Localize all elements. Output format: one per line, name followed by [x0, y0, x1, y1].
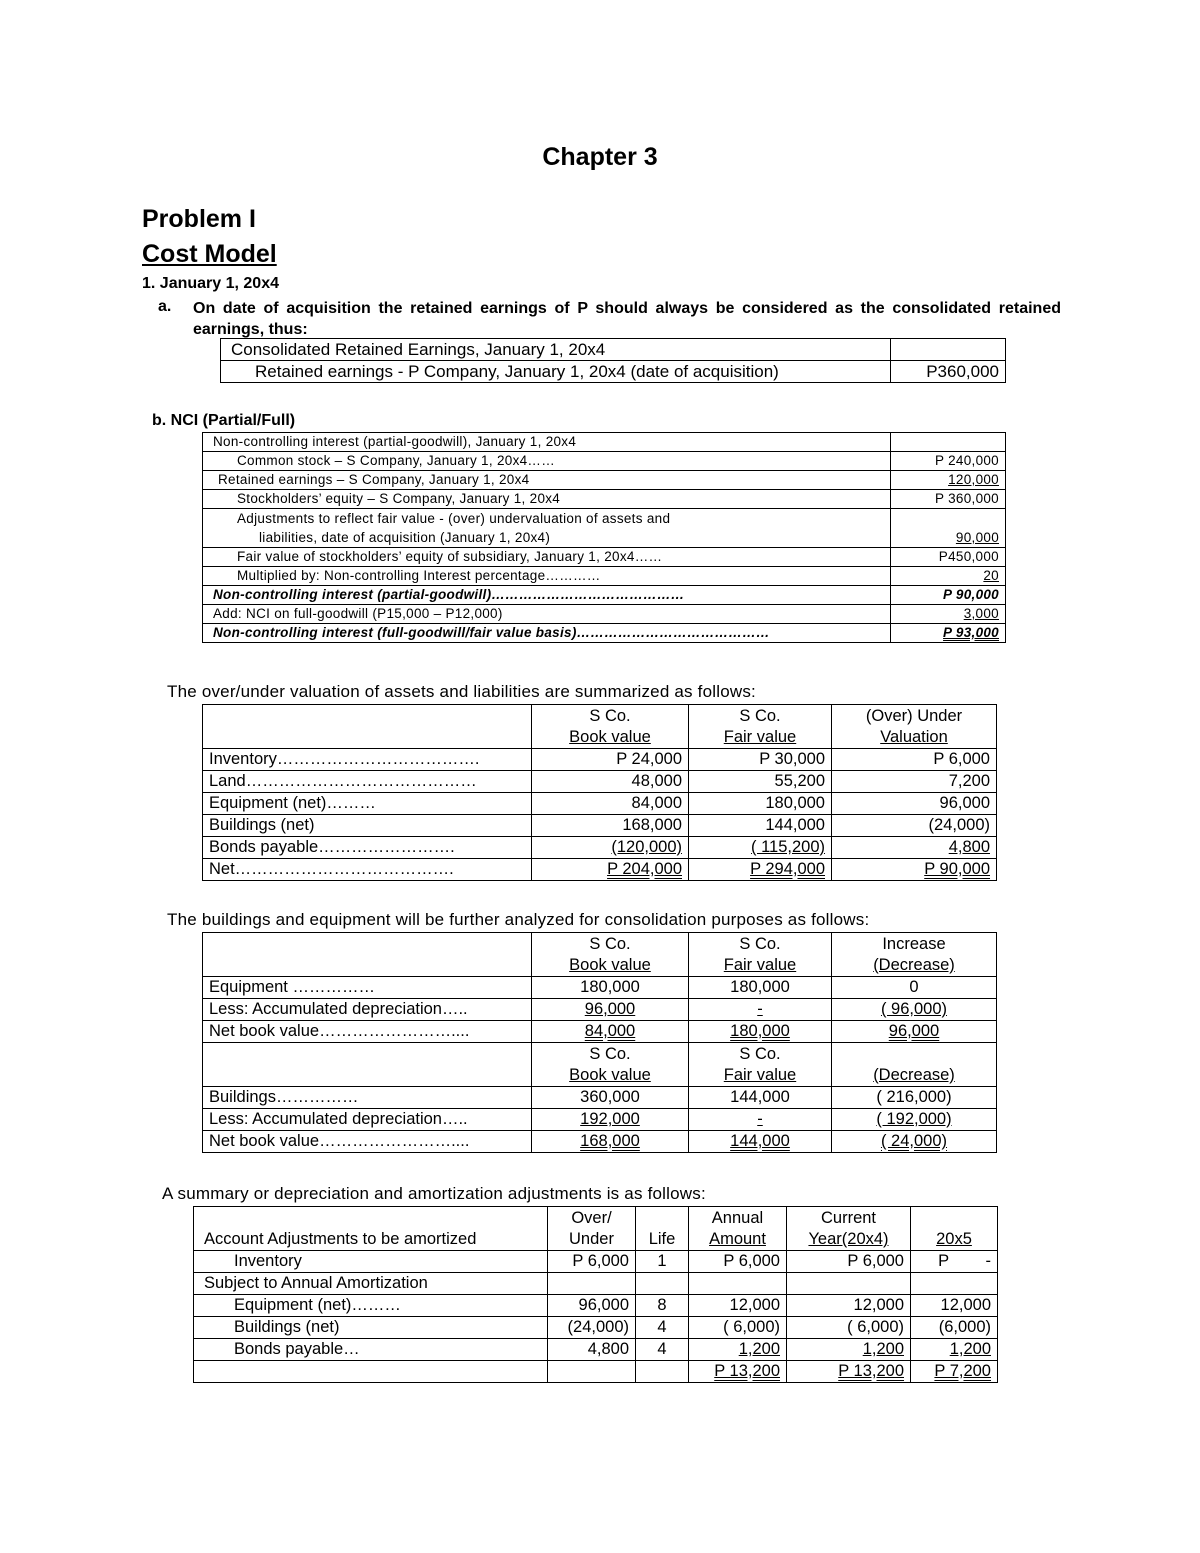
header-line-2: Book value: [569, 728, 651, 746]
row-label: Non-controlling interest (partial-goodwill), January 1, 20x4: [203, 433, 891, 452]
table-row: [203, 977, 997, 999]
row-value: P 240,000: [891, 452, 1006, 471]
increase-decrease: ( 96,000): [832, 999, 997, 1021]
header-line-1: Over/: [571, 1209, 612, 1227]
table-row: [203, 749, 997, 771]
row-label: [194, 1361, 548, 1383]
row-value: 20: [891, 567, 1006, 586]
fair-value: 180,000: [689, 793, 832, 815]
book-value: 48,000: [532, 771, 689, 793]
row-label: Non-controlling interest (full-goodwill/fair value basis)……………………………………: [203, 624, 891, 643]
over-under: [548, 1273, 636, 1295]
row-label: Land……………………………………: [203, 771, 532, 793]
valuation-intro: The over/under valuation of assets and liabilities are summarized as follows:: [167, 682, 756, 701]
year-20x5: [911, 1273, 998, 1295]
header-diff: [832, 1043, 997, 1087]
fair-value: 144,000: [689, 815, 832, 837]
row-label: Net………………………………….: [203, 859, 532, 881]
header-line-1: S Co.: [739, 707, 781, 725]
row-label: Fair value of stockholders’ equity of subsidiary, January 1, 20x4……: [203, 548, 891, 567]
header-line-2: Fair value: [723, 1066, 797, 1084]
header-blank: [203, 933, 532, 977]
row-label: Consolidated Retained Earnings, January 1, 20x4: [221, 339, 891, 361]
year-20x5: 12,000: [911, 1295, 998, 1317]
valuation-table: [202, 704, 997, 881]
row-value: [891, 339, 1006, 361]
table-row: [203, 1021, 997, 1043]
valuation-diff: 7,200: [832, 771, 997, 793]
year-20x5: P -: [911, 1251, 998, 1273]
increase-decrease: ( 192,000): [832, 1109, 997, 1131]
fair-value: 180,000: [689, 977, 832, 999]
consolidated-retained-earnings-table: [220, 338, 1006, 383]
row-label-line-1: Adjustments to reflect fair value - (over) undervaluation of assets and: [237, 511, 671, 526]
row-label: Bonds payable…: [194, 1339, 548, 1361]
row-value: 3,000: [891, 605, 1006, 624]
book-value: 96,000: [532, 999, 689, 1021]
over-under: (24,000): [548, 1317, 636, 1339]
table-row: [194, 1317, 998, 1339]
table-header-row: [203, 705, 997, 749]
fair-value: 144,000: [689, 1087, 832, 1109]
fair-value: P 294,000: [689, 859, 832, 881]
row-label-line-2: liabilities, date of acquisition (January 1, 20x4): [259, 530, 551, 545]
table-row: [194, 1273, 998, 1295]
book-value: 84,000: [532, 1021, 689, 1043]
table-header-row: [203, 1043, 997, 1087]
table-row: [203, 999, 997, 1021]
header-book: [532, 705, 689, 749]
over-under: P 6,000: [548, 1251, 636, 1273]
table-row: [203, 1087, 997, 1109]
row-label: Net book value……………………....: [203, 1021, 532, 1043]
buildings-equipment-table: [202, 932, 997, 1153]
fair-value: 144,000: [689, 1131, 832, 1153]
header-blank: [203, 705, 532, 749]
row-label: Net book value……………………....: [203, 1131, 532, 1153]
row-label: Buildings (net): [203, 815, 532, 837]
book-value: 360,000: [532, 1087, 689, 1109]
table-row: [194, 1339, 998, 1361]
row-label: Bonds payable…………………….: [203, 837, 532, 859]
nci-table: [202, 432, 1006, 643]
header-book: [532, 933, 689, 977]
header-over-under: [548, 1207, 636, 1251]
fair-value: -: [689, 1109, 832, 1131]
table-row: [203, 624, 1006, 643]
header-line-1: S Co.: [589, 707, 631, 725]
life: 4: [636, 1339, 689, 1361]
problem-title: Problem I: [142, 205, 256, 233]
table-row: [221, 361, 1006, 383]
row-value: P 360,000: [891, 490, 1006, 509]
model-title: Cost Model: [142, 240, 277, 268]
fair-value: P 30,000: [689, 749, 832, 771]
over-under: 96,000: [548, 1295, 636, 1317]
row-value: P360,000: [891, 361, 1006, 383]
header-current: [787, 1207, 911, 1251]
book-value: P 204,000: [532, 859, 689, 881]
amortization-intro: A summary or depreciation and amortization adjustments is as follows:: [162, 1184, 706, 1203]
table-row: [221, 339, 1006, 361]
header-line-2: Book value: [569, 956, 651, 974]
header-20x5: 20x5: [911, 1207, 998, 1251]
header-line-1: Current: [820, 1209, 877, 1227]
row-label: Equipment ……………: [203, 977, 532, 999]
row-label: Less: Accumulated depreciation…..: [203, 999, 532, 1021]
header-line-1: (Over) Under: [865, 707, 963, 725]
row-label: [203, 509, 891, 548]
row-label: Buildings……………: [203, 1087, 532, 1109]
row-label: Equipment (net)………: [194, 1295, 548, 1317]
year-20x5: (6,000): [911, 1317, 998, 1339]
row-value: P 93,000: [891, 624, 1006, 643]
current-year: ( 6,000): [787, 1317, 911, 1339]
table-row: [203, 490, 1006, 509]
row-label: Common stock – S Company, January 1, 20x4……: [203, 452, 891, 471]
table-row: [203, 771, 997, 793]
book-value: 192,000: [532, 1109, 689, 1131]
header-line-1: S Co.: [589, 935, 631, 953]
increase-decrease: ( 216,000): [832, 1087, 997, 1109]
row-value: P450,000: [891, 548, 1006, 567]
header-line-1: S Co.: [739, 1045, 781, 1063]
header-line-2: (Decrease): [873, 1066, 955, 1084]
row-value: P 90,000: [891, 586, 1006, 605]
header-annual: [689, 1207, 787, 1251]
header-fair: [689, 705, 832, 749]
table-row: [203, 433, 1006, 452]
life: 1: [636, 1251, 689, 1273]
header-life: Life: [636, 1207, 689, 1251]
annual-amount: P 6,000: [689, 1251, 787, 1273]
header-fair: [689, 933, 832, 977]
table-row: [203, 586, 1006, 605]
header-line-2: Fair value: [723, 728, 797, 746]
year-20x5: 1,200: [911, 1339, 998, 1361]
header-line-2: Book value: [569, 1066, 651, 1084]
life: [636, 1273, 689, 1295]
header-line-1: S Co.: [589, 1045, 631, 1063]
table-row: [194, 1361, 998, 1383]
header-line-1: S Co.: [739, 935, 781, 953]
row-label: Stockholders’ equity – S Company, January 1, 20x4: [203, 490, 891, 509]
table-row: [194, 1251, 998, 1273]
annual-amount: [689, 1273, 787, 1295]
header-line-2: Under: [569, 1230, 614, 1248]
header-line-2: (Decrease): [873, 956, 955, 974]
table-row: [203, 1109, 997, 1131]
table-header-row: [194, 1207, 998, 1251]
row-value: 90,000: [891, 509, 1006, 548]
table-row: [203, 509, 1006, 548]
increase-decrease: 0: [832, 977, 997, 999]
table-row: [203, 837, 997, 859]
row-label: Subject to Annual Amortization: [194, 1273, 548, 1295]
buildings-equipment-intro: The buildings and equipment will be further analyzed for consolidation purposes as follows:: [167, 910, 870, 929]
valuation-diff: 96,000: [832, 793, 997, 815]
book-value: 180,000: [532, 977, 689, 999]
fair-value: -: [689, 999, 832, 1021]
life: 4: [636, 1317, 689, 1339]
book-value: P 24,000: [532, 749, 689, 771]
header-diff: [832, 705, 997, 749]
item-a-label: a.: [158, 298, 172, 315]
row-value: 120,000: [891, 471, 1006, 490]
item-1-heading: 1. January 1, 20x4: [142, 275, 279, 292]
table-row: [203, 1131, 997, 1153]
row-label: Less: Accumulated depreciation…..: [203, 1109, 532, 1131]
current-year: 12,000: [787, 1295, 911, 1317]
row-label: Retained earnings – S Company, January 1, 20x4: [203, 471, 891, 490]
table-row: [203, 471, 1006, 490]
header-line-1: Increase: [882, 935, 946, 953]
header-fair: [689, 1043, 832, 1087]
book-value: 84,000: [532, 793, 689, 815]
table-row: [203, 452, 1006, 471]
over-under: [548, 1361, 636, 1383]
header-account: Account Adjustments to be amortized: [194, 1207, 548, 1251]
increase-decrease: ( 24,000): [832, 1131, 997, 1153]
row-label: Equipment (net)………: [203, 793, 532, 815]
fair-value: ( 115,200): [689, 837, 832, 859]
chapter-title: Chapter 3: [542, 143, 658, 171]
current-year: 1,200: [787, 1339, 911, 1361]
row-label: Retained earnings - P Company, January 1, 20x4 (date of acquisition): [221, 361, 891, 383]
current-year: P 6,000: [787, 1251, 911, 1273]
table-row: [203, 605, 1006, 624]
valuation-diff: P 90,000: [832, 859, 997, 881]
table-row: [203, 567, 1006, 586]
increase-decrease: 96,000: [832, 1021, 997, 1043]
row-label: Non-controlling interest (partial-goodwill)……………………………………: [203, 586, 891, 605]
table-header-row: [203, 933, 997, 977]
row-label: Add: NCI on full-goodwill (P15,000 – P12,000): [203, 605, 891, 624]
header-line-1: Annual: [711, 1209, 764, 1227]
book-value: 168,000: [532, 1131, 689, 1153]
valuation-diff: P 6,000: [832, 749, 997, 771]
annual-amount: P 13,200: [689, 1361, 787, 1383]
row-label: Multiplied by: Non-controlling Interest percentage…………: [203, 567, 891, 586]
item-b-heading: b. NCI (Partial/Full): [152, 412, 296, 429]
header-book: [532, 1043, 689, 1087]
current-year: P 13,200: [787, 1361, 911, 1383]
header-diff: [832, 933, 997, 977]
table-row: [194, 1295, 998, 1317]
annual-amount: 1,200: [689, 1339, 787, 1361]
item-a-text: On date of acquisition the retained earnings of P should always be considered as the consolidated retained earnings, thus:: [193, 300, 1061, 338]
header-blank: [203, 1043, 532, 1087]
row-label: Inventory: [194, 1251, 548, 1273]
life: [636, 1361, 689, 1383]
header-line-2: Valuation: [880, 728, 948, 746]
book-value: 168,000: [532, 815, 689, 837]
header-line-2: Amount: [709, 1230, 766, 1248]
current-year: [787, 1273, 911, 1295]
valuation-diff: 4,800: [832, 837, 997, 859]
fair-value: 55,200: [689, 771, 832, 793]
over-under: 4,800: [548, 1339, 636, 1361]
table-row: [203, 815, 997, 837]
fair-value: 180,000: [689, 1021, 832, 1043]
header-line-2: Year(20x4): [808, 1230, 889, 1248]
year-20x5: P 7,200: [911, 1361, 998, 1383]
table-row: [203, 548, 1006, 567]
table-row: [203, 859, 997, 881]
life: 8: [636, 1295, 689, 1317]
row-value: [891, 433, 1006, 452]
row-label: Buildings (net): [194, 1317, 548, 1339]
annual-amount: ( 6,000): [689, 1317, 787, 1339]
annual-amount: 12,000: [689, 1295, 787, 1317]
valuation-diff: (24,000): [832, 815, 997, 837]
table-row: [203, 793, 997, 815]
row-label: Inventory……………………………….: [203, 749, 532, 771]
book-value: (120,000): [532, 837, 689, 859]
amortization-table: [193, 1206, 998, 1383]
header-line-2: Fair value: [723, 956, 797, 974]
